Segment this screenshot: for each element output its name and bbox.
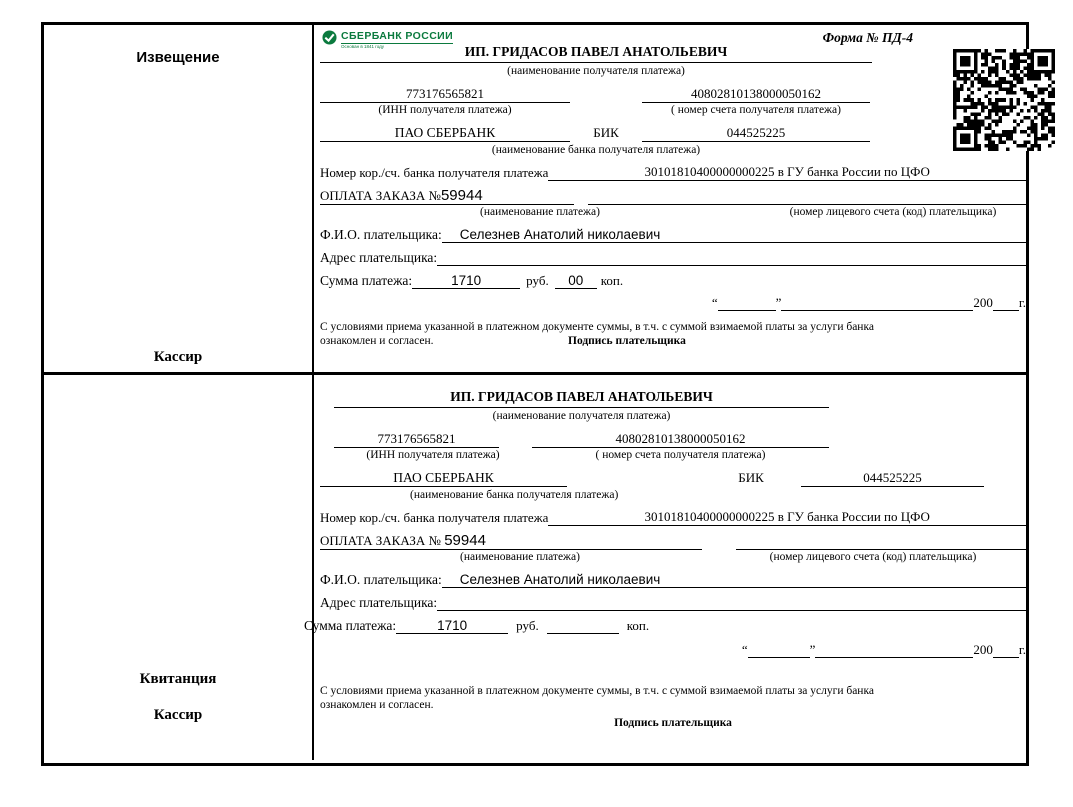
date-quote-close: ” xyxy=(775,295,782,310)
date-day-line xyxy=(718,310,776,311)
bik-label-2: БИК xyxy=(738,470,764,485)
payer-address-value xyxy=(437,265,1026,266)
corr-account-value: 30101810400000000225 в ГУ банка России по ЦФО xyxy=(548,164,1026,181)
payment-purpose-label: ОПЛАТА ЗАКАЗА № xyxy=(320,188,441,203)
sum-rub-value-2: 1710 xyxy=(396,618,508,634)
payer-fio-label-2: Ф.И.О. плательщика: xyxy=(320,572,442,587)
order-number-value: 59944 xyxy=(440,187,483,204)
payment-name-label-2: (наименование платежа) xyxy=(460,551,580,563)
receipt-form xyxy=(304,375,1071,760)
payer-address-label: Адрес плательщика: xyxy=(320,250,438,265)
notice-form xyxy=(314,25,1073,372)
date-year-line xyxy=(993,310,1019,311)
payer-address-label-2: Адрес плательщика: xyxy=(320,595,438,610)
order-number-value-2: 59944 xyxy=(444,532,486,549)
sberbank-icon xyxy=(322,30,337,49)
rub-label: руб. xyxy=(526,273,549,288)
payment-purpose-label-2: ОПЛАТА ЗАКАЗА № xyxy=(320,533,441,548)
date-year-suffix-2: г. xyxy=(1018,642,1026,657)
bik-value-2: 044525225 xyxy=(801,470,984,487)
corr-account-label: Номер кор./сч. банка получателя платежа xyxy=(320,165,549,180)
payment-form-pd4 xyxy=(41,22,1029,766)
date-year-line-2 xyxy=(993,657,1019,658)
personal-account-label: (номер лицевого счета (код) плательщика) xyxy=(789,206,997,218)
date-quote-open: “ xyxy=(711,295,718,310)
sum-rub-value: 1710 xyxy=(412,273,520,289)
sum-label: Сумма платежа: xyxy=(320,273,413,288)
inn-value: 773176565821 xyxy=(320,86,570,103)
account-value-2: 40802810138000050162 xyxy=(532,431,829,448)
inn-value-2: 773176565821 xyxy=(334,431,499,448)
notice-stub xyxy=(44,25,314,372)
account-label: ( номер счета получателя платежа) xyxy=(671,104,841,116)
sum-label-2: Сумма платежа: xyxy=(304,618,397,633)
date-day-line-2 xyxy=(748,657,810,658)
receipt-stub xyxy=(44,375,314,760)
inn-label-2: (ИНН получателя платежа) xyxy=(366,449,500,461)
recipient-name: ИП. ГРИДАСОВ ПАВЕЛ АНАТОЛЬЕВИЧ xyxy=(320,44,872,63)
receipt-section xyxy=(44,372,1026,760)
kop-label: коп. xyxy=(600,273,624,288)
personal-account-label-2: (номер лицевого счета (код) плательщика) xyxy=(769,551,977,563)
inn-label: (ИНН получателя платежа) xyxy=(378,104,512,116)
recipient-label: (наименование получателя платежа) xyxy=(507,65,685,77)
account-value: 40802810138000050162 xyxy=(642,86,870,103)
receipt-label: Квитанция xyxy=(139,671,217,687)
rub-label-2: руб. xyxy=(516,618,539,633)
date-year-suffix: г. xyxy=(1018,295,1026,310)
sum-kop-value-2 xyxy=(547,633,619,634)
payer-fio-value: Селезнев Анатолий николаевич xyxy=(442,227,1026,243)
bank-name-value-2: ПАО СБЕРБАНК xyxy=(320,470,567,487)
date-year-prefix-2: 200 xyxy=(973,642,993,657)
payer-address-value-2 xyxy=(437,610,1026,611)
sberbank-logo-text: СБЕРБАНК РОССИИ xyxy=(341,30,454,42)
qr-code xyxy=(953,49,1055,151)
recipient-label-2: (наименование получателя платежа) xyxy=(492,410,671,422)
bik-label: БИК xyxy=(593,125,619,140)
bank-name-value: ПАО СБЕРБАНК xyxy=(320,125,570,142)
payer-fio-label: Ф.И.О. плательщика: xyxy=(320,227,442,242)
agreement-line2-2: ознакомлен и согласен. xyxy=(320,699,434,711)
corr-account-label-2: Номер кор./сч. банка получателя платежа xyxy=(320,510,549,525)
signature-label-2: Подпись плательщика xyxy=(614,717,732,729)
sberbank-logo-tagline: Основан в 1841 году xyxy=(341,44,385,49)
bik-value: 044525225 xyxy=(642,125,870,142)
date-month-line xyxy=(781,310,973,311)
payer-fio-value-2: Селезнев Анатолий николаевич xyxy=(442,572,1026,588)
cashier-label-2: Кассир xyxy=(153,707,203,723)
form-number: Форма № ПД-4 xyxy=(822,30,913,45)
notice-label: Извещение xyxy=(136,49,220,66)
bank-label: (наименование банка получателя платежа) xyxy=(491,144,701,156)
recipient-name-2: ИП. ГРИДАСОВ ПАВЕЛ АНАТОЛЬЕВИЧ xyxy=(334,389,829,408)
payment-name-label: (наименование платежа) xyxy=(480,206,600,218)
sum-kop-value: 00 xyxy=(555,273,597,289)
sberbank-logo xyxy=(322,30,453,49)
agreement-line1: С условиями приема указанной в платежном документе суммы, в т.ч. с суммой взимаемой платы за услуги банка xyxy=(320,321,874,333)
bank-label-2: (наименование банка получателя платежа) xyxy=(410,489,619,501)
corr-account-value-2: 30101810400000000225 в ГУ банка России по ЦФО xyxy=(548,509,1026,526)
date-quote-open-2: “ xyxy=(741,642,748,657)
signature-label: Подпись плательщика xyxy=(568,335,686,347)
date-month-line-2 xyxy=(815,657,973,658)
agreement-line1-2: С условиями приема указанной в платежном документе суммы, в т.ч. с суммой взимаемой платы за услуги банка xyxy=(320,685,874,697)
date-quote-close-2: ” xyxy=(809,642,816,657)
account-label-2: ( номер счета получателя платежа) xyxy=(595,449,766,461)
agreement-line2: ознакомлен и согласен. xyxy=(320,335,434,347)
kop-label-2: коп. xyxy=(626,618,650,633)
cashier-label: Кассир xyxy=(153,349,203,365)
date-year-prefix: 200 xyxy=(973,295,993,310)
notice-section xyxy=(44,25,1026,372)
